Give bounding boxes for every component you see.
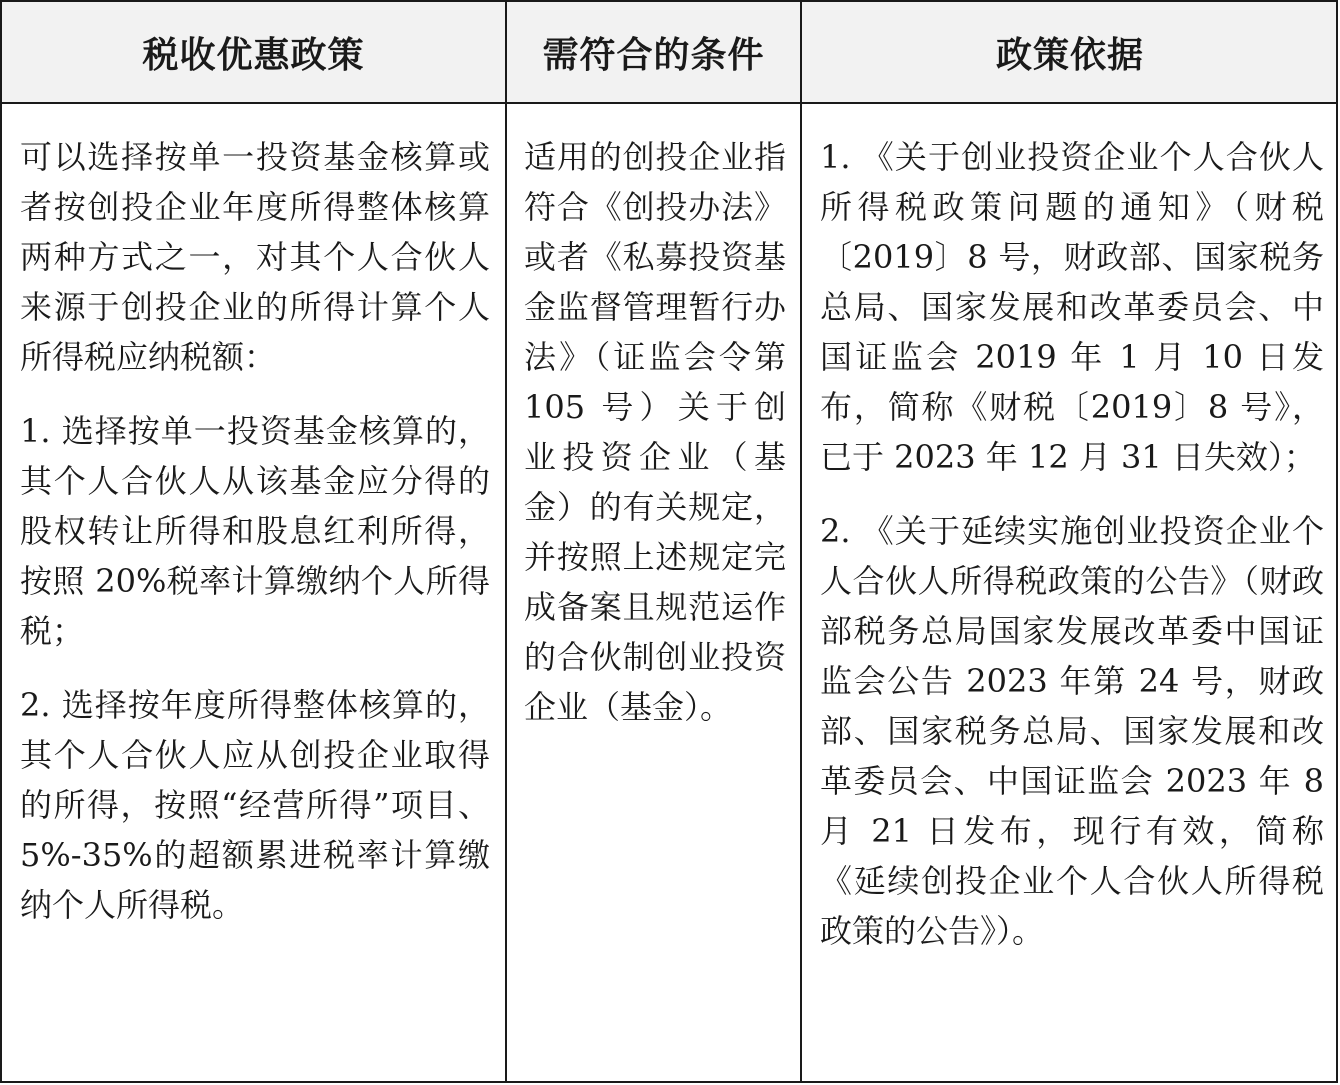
cell-tax-incentive bbox=[20, 104, 490, 954]
header-tax-incentive: 税收优惠政策 bbox=[142, 34, 365, 76]
paragraph: 1. 《关于创业投资企业个人合伙人所得税政策问题的通知》（财税〔2019〕8 号，财政部、国家税务总局、国家发展和改革委员会、中国证监会 2019 年 1 月 10 日发布，简称《财税〔2019〕8 号》，已于 2023 年 12 月 31 日失效）； bbox=[820, 138, 1324, 476]
paragraph: 适用的创投企业指符合《创投办法》或者《私募投资基金监督管理暂行办法》（证监会令第 105 号）关于创业投资企业（基金）的有关规定，并按照上述规定完成备案且规范运作的合伙制创业投资企业（基金）。 bbox=[524, 138, 786, 726]
cell-conditions bbox=[524, 104, 786, 756]
column-divider bbox=[800, 2, 802, 1081]
column-divider bbox=[505, 2, 507, 1081]
table-header-row bbox=[2, 2, 1336, 104]
cell-policy-basis bbox=[820, 104, 1324, 980]
header-conditions: 需符合的条件 bbox=[542, 34, 765, 76]
header-policy-basis: 政策依据 bbox=[995, 34, 1144, 76]
paragraph: 可以选择按单一投资基金核算或者按创投企业年度所得整体核算两种方式之一，对其个人合伙人来源于创投企业的所得计算个人所得税应纳税额： bbox=[20, 138, 490, 376]
paragraph: 2. 《关于延续实施创业投资企业个人合伙人所得税政策的公告》（财政部税务总局国家发展改革委中国证监会公告 2023 年第 24 号，财政部、国家税务总局、国家发展和改革委员会、中国证监会 2023 年 8 月 21 日发布，现行有效，简称《延续创投企业个人合伙人所得税政策的公告》）。 bbox=[820, 512, 1324, 950]
paragraph: 1. 选择按单一投资基金核算的，其个人合伙人从该基金应分得的股权转让所得和股息红利所得，按照 20%税率计算缴纳个人所得税； bbox=[20, 412, 490, 650]
paragraph: 2. 选择按年度所得整体核算的，其个人合伙人应从创投企业取得的所得，按照“经营所得”项目、5%-35%的超额累进税率计算缴纳个人所得税。 bbox=[20, 686, 490, 924]
